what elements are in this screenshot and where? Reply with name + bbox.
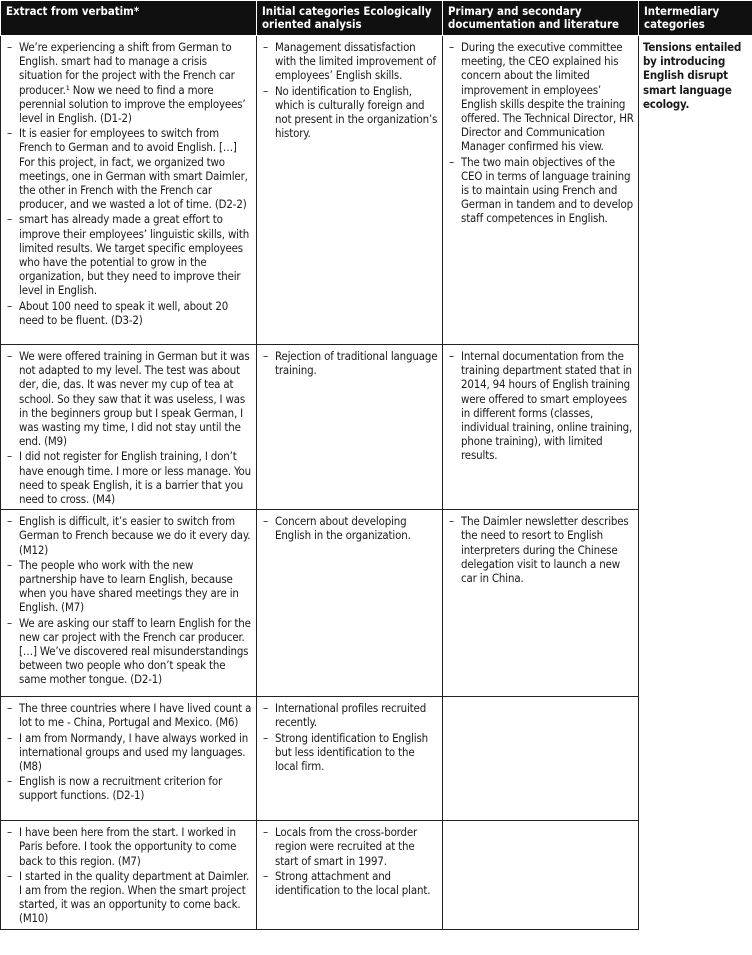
list-item: – Concern about developing English in the organization. — [261, 514, 438, 542]
table-row — [1, 36, 752, 345]
list-item: – Rejection of traditional language training. — [261, 349, 438, 377]
list-item: – Internal documentation from the training department stated that in 2014, 94 hours of English training were offered to smart employees in different forms (classes, individual training, online training, phone training), with limited results. — [447, 349, 634, 463]
list-item: – The three countries where I have lived count a lot to me - China, Portugal and Mexico. (M6) — [5, 701, 252, 729]
header-extract: Extract from verbatim* — [1, 1, 257, 36]
list-item: – About 100 need to speak it well, about 20 need to be fluent. (D3-2) — [5, 299, 252, 327]
list-item: – Strong identification to English but less identification to the local firm. — [261, 731, 438, 774]
extract-cell — [1, 697, 257, 821]
list-item: – The Daimler newsletter describes the need to resort to English interpreters during the Chinese delegation visit to launch a new car in China. — [447, 514, 634, 585]
list-item: – We’re experiencing a shift from German to English. smart had to manage a crisis situation for the project with the French car producer.¹ Now we need to find a more perennial solution to improve the employees’ level in English. (D1-2) — [5, 40, 252, 125]
category-cell — [257, 36, 443, 345]
category-cell — [257, 345, 443, 510]
list-item: – We were offered training in German but it was not adapted to my level. The test was about der, die, das. It was never my cup of tea at school. So they saw that it was useless, I was in the beginners group but I speak German, I was wasting my time, I did not stay until the end. (M9) — [5, 349, 252, 448]
list-item: – We are asking our staff to learn English for the new car project with the French car producer. […] We’ve discovered real misunderstandings between two people who don’t speak the same mother tongue. (D2-1) — [5, 616, 252, 687]
documentation-cell — [443, 697, 639, 821]
intermediary-text: Tensions entailed by introducing English disrupt smart language ecology. — [643, 40, 742, 111]
list-item: – It is easier for employees to switch from French to German and to avoid English. […] For this project, in fact, we organized two meetings, one in German with smart Daimler, the other in French with the French car producer, and we wasted a lot of time. (D2-2) — [5, 126, 252, 211]
category-cell — [257, 821, 443, 929]
documentation-cell — [443, 510, 639, 697]
list-item: – English is difficult, it’s easier to switch from German to French because we do it every day. (M12) — [5, 514, 252, 557]
documentation-cell — [443, 821, 639, 929]
extract-cell — [1, 510, 257, 697]
list-item: – English is now a recruitment criterion for support functions. (D2-1) — [5, 774, 252, 802]
list-item: – During the executive committee meeting, the CEO explained his concern about the limited improvement in employees’ English skills despite the training offered. The Technical Director, HR Director and Communication Manager confirmed his view. — [447, 40, 634, 154]
intermediary-category-cell — [639, 36, 752, 930]
header-documentation: Primary and secondary documentation and literature — [443, 1, 639, 36]
list-item: – smart has already made a great effort to improve their employees’ linguistic skills, with limited results. We target specific employees who have the potential to grow in the organization, but they need to improve their level in English. — [5, 212, 252, 297]
list-item: – I did not register for English training, I don’t have enough time. I more or less manage. You need to speak English, it is a barrier that you need to cross. (M4) — [5, 449, 252, 506]
documentation-cell — [443, 345, 639, 510]
list-item: – I started in the quality department at Daimler. I am from the region. When the smart project started, it was an opportunity to come back. (M10) — [5, 869, 252, 926]
list-item: – I am from Normandy, I have always worked in international groups and used my languages. (M8) — [5, 731, 252, 774]
category-cell — [257, 510, 443, 697]
list-item: – The people who work with the new partnership have to learn English, because when you have shared meetings they are in English. (M7) — [5, 558, 252, 615]
list-item: – Management dissatisfaction with the limited improvement of employees’ English skills. — [261, 40, 438, 83]
list-item: – I have been here from the start. I worked in Paris before. I took the opportunity to come back to this region. (M7) — [5, 825, 252, 868]
list-item: – International profiles recruited recently. — [261, 701, 438, 729]
category-cell — [257, 697, 443, 821]
list-item: – No identification to English, which is culturally foreign and not present in the organization’s history. — [261, 84, 438, 141]
list-item: – Locals from the cross-border region were recruited at the start of smart in 1997. — [261, 825, 438, 868]
header-row — [1, 1, 752, 36]
documentation-cell — [443, 36, 639, 345]
extract-cell — [1, 821, 257, 929]
header-initial-categories: Initial categories Ecologically oriented analysis — [257, 1, 443, 36]
header-intermediary: Intermediary categories — [639, 1, 752, 36]
list-item: – Strong attachment and identification to the local plant. — [261, 869, 438, 897]
extract-cell — [1, 345, 257, 510]
list-item: – The two main objectives of the CEO in terms of language training is to maintain using French and German in tandem and to develop staff competences in English. — [447, 155, 634, 226]
extract-cell — [1, 36, 257, 345]
